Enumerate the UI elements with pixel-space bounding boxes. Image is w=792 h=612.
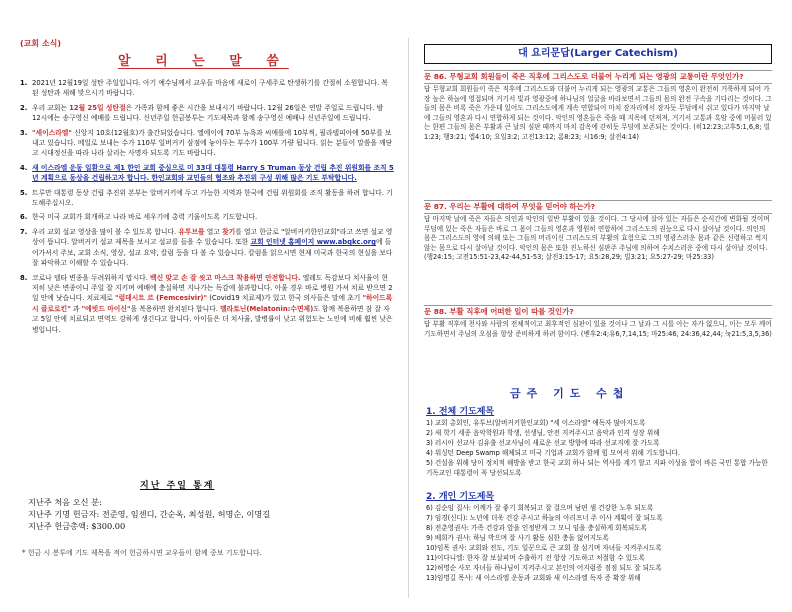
prayer-item: 10)임목 권사: 교회와 전도, 기도 일꾼으로 큰 교회 잘 섬기며 자녀들 지켜주시도록 bbox=[426, 544, 662, 552]
catechism-answer: 답 무형교회 회원들이 죽은 직후에 그리스도와 더불어 누리게 되는 영광의 교통은 그들의 영혼이 완전히 거룩하게 되어 가장 높은 하늘에 영접되며 거기서 빛과 영광중에 하나님의 얼굴을 바라보면서 그들의 몸의 완전 구속을 기다리는 것이다. 그들의 몸은 비록 죽은 가운데 있어도 그리스도에게 계속 연합되어 마치 잠자리에서 잠자듯 무덤에서 쉬고 있다가 마지막 날에 그들의 영혼과 다시 연합하게 되는 것이다. 악인의 영혼들은 죽을 때 지옥에 던져져, 거기서 고통과 흑암 중에 머물러 있는 한편 그들의 몸은 부활과 큰 날의 심판 때까지 마치 감옥에 갇히듯 무덤에 보존되는 것이다. (히12:23;고후5:1,6,8; 빌1:23; 행3:21; 엡4:10; 요일3:2; 고전13:12; 롬8:23; 시16:9; 살전4:14) bbox=[424, 85, 772, 141]
prayer-item: 8) 전춘영권사: 가족 건강과 앞을 인정받게 그 모니 임을 충실하게 회복되도록 bbox=[426, 524, 648, 532]
notice-number: 2. bbox=[20, 103, 28, 112]
notice-number: 5. bbox=[20, 188, 28, 197]
notice-number: 6. bbox=[20, 213, 28, 222]
stats-title: 지난 주일 통계 bbox=[140, 481, 215, 491]
church-news-tag: (교회 소식) bbox=[20, 39, 62, 48]
prayer-item: 6) 김순임 집사: 어깨가 잘 좋기 회복되고 잘 걸으며 남편 샘 건강한 노후 되도록 bbox=[426, 504, 654, 512]
notice-list bbox=[20, 78, 394, 339]
prayer-item: 3) 러시아 선교사 김유출 선교사님이 새로운 선교 방향에 따라 선교지에 잘 가도록 bbox=[426, 439, 660, 447]
notice-text: 에 들어가셔서 주보, 교회 소식, 영상, 설교 요약, 칼럼 등을 다 볼 수 있습니다. 칼럼을 읽으시면 현재 미국과 한국의 현실을 보다 잘 파악하고 이해할 수 있습니다. bbox=[32, 238, 393, 268]
prayer-section-head-personal: 2. 개인 기도제목 bbox=[426, 492, 495, 502]
notice-text: 백신 맞고 손 잘 씻고 마스크 착용하면 안전합니다. bbox=[150, 273, 301, 282]
stats-new-visitors: 지난주 처음 오신 분: bbox=[28, 497, 102, 507]
catechism-item bbox=[424, 200, 772, 263]
catechism-question: 문 88. 부활 직후에 어떠한 일이 따를 것인가? bbox=[424, 305, 772, 319]
notice-number: 8. bbox=[20, 273, 28, 282]
prayer-section-head-all: 1. 전체 기도제목 bbox=[426, 407, 495, 417]
notice-text: 을 복용하면 완치된다 합니다. bbox=[130, 304, 221, 313]
notice-text: 교회 인터넷 홈페이지 www.abqkc.org bbox=[250, 238, 377, 247]
prayer-item: 4) 워싱턴 Deep Swamp 해체되고 미국 기업과 교회가 함께 힘 모여서 위해 기도합니다. bbox=[426, 449, 680, 457]
prayer-list-personal bbox=[426, 503, 772, 583]
catechism-item bbox=[424, 70, 772, 143]
notice-text: 새 이스라엘 운동 일환으로 제1 한인 교회 중심으로 미 33대 대통령 Harry S Truman 동상 건립 추진 위원회를 조직 5년 계획으로 동상을 건립하고자 합니다. 한인교회와 교민들의 협조와 추진위 구성 위해 많은 기도 부탁합니다. bbox=[32, 163, 394, 183]
notice-text: "럼데시트 르 (Femcesivir)" bbox=[115, 294, 208, 303]
notice-number: 7. bbox=[20, 227, 28, 236]
notice-item bbox=[20, 163, 394, 184]
notice-text: (Covid19 치료제)가 있고 한국 의사들은 말에 초기 bbox=[207, 294, 363, 303]
catechism-item bbox=[424, 305, 772, 339]
notice-item bbox=[20, 78, 394, 99]
notice-item bbox=[20, 212, 394, 222]
notice-text: 도 함께 복용하면 잠 잘 자고 5일 안에 치료되고 면역도 강하게 생긴다고 합니다. 아이들은 더 치사율, 발병률이 낮고 위험도는 노인에 비해 훨씬 낮은 병입니다. bbox=[32, 304, 393, 334]
notice-item bbox=[20, 188, 394, 209]
prayer-item: 13)임명길 목사: 새 이스라엘 운동과 교회와 새 이스라엘 독자 증 확장 위해 bbox=[426, 574, 641, 582]
notice-item bbox=[20, 103, 394, 124]
notice-text: 12월 25일 성탄절 bbox=[69, 103, 126, 112]
prayer-item: 7) 임경(신디): 노년에 더욱 건강 주시고 하늘의 아리프너 주 이사 계획이 잘 되도록 bbox=[426, 514, 663, 522]
notice-item bbox=[20, 273, 394, 335]
catechism-title: 대 요리문답(Larger Catechism) bbox=[424, 44, 772, 64]
notice-text: 2021년 12월19일 성탄 주일입니다. 아기 예수님께서 교우들 마음에 새로이 구세주로 탄생하기를 간절히 소원합니다. 복된 성탄과 새해 맞으시기 바랍니다. bbox=[32, 79, 388, 98]
notice-number: 1. bbox=[20, 79, 28, 87]
catechism-question: 문 86. 무형교회 회원들이 죽은 직후에 그리스도로 더불어 누리게 되는 영광의 교통이란 무엇인가? bbox=[424, 70, 772, 84]
notice-number: 4. bbox=[20, 163, 28, 172]
notice-text: "세이스라엘" bbox=[32, 128, 72, 137]
notice-text: 코로나 델타 변종을 두려워하지 맙시다. bbox=[32, 273, 151, 282]
notice-number: 3. bbox=[20, 128, 28, 137]
prayer-item: 5) 건설을 위해 당이 정치적 해방을 받고 한국 교회 하나 되는 역사를 계기 할고 지파 이성을 합이 바른 국민 통합 가능한 기독교인 대통령이 꼭 당선되도록 bbox=[426, 459, 768, 477]
catechism-question: 문 87. 우리는 부활에 대하여 무엇을 믿어야 하는가? bbox=[424, 200, 772, 214]
footnote: * 헌금 시 봉투에 기도 제목을 적어 헌금하시면 교우들이 함께 중보 기도합니다. bbox=[22, 549, 262, 557]
notice-text: 를 열고 한글로 "알버커키한인교회"라고 쓰면 설교 영상이 뜹니다. 알버커키 설교 제목을 보시고 설교를 들을 수 있습니다. 또한 bbox=[32, 227, 393, 247]
stats-total: 지난주 헌금총액: $300.00 bbox=[28, 521, 126, 531]
prayer-item: 12)허명순 사모 자녀들 하나님이 지켜주시고 본인의 어지럼증 점점 되도 잘 되도록 bbox=[426, 564, 662, 572]
notice-text: 열고 bbox=[204, 227, 223, 236]
prayer-item: 11)이다니엘: 한자 잘 보살피며 수출하기 전 항상 기도하고 처절함 수 있도록 bbox=[426, 554, 645, 562]
notice-text: 찾기 bbox=[222, 227, 236, 236]
column-divider bbox=[408, 38, 409, 598]
notice-text: 우리 교회 설교 영상을 많이 볼 수 있도록 합니다. bbox=[32, 227, 179, 236]
prayer-item: 1) 교회 총회인, 유투브(알버커키한인교회) "세 이스라엘" 애독자 많아지도록 bbox=[426, 419, 646, 427]
notice-text: "하이드록시 클로로킨" bbox=[32, 294, 393, 313]
notice-text: 유투브를 bbox=[178, 227, 205, 236]
notice-text: 한국 미국 교회가 회개하고 나라 바로 세우기에 총력 기울이도록 기도합니다. bbox=[32, 213, 258, 222]
prayer-list-all bbox=[426, 418, 772, 478]
stats-block bbox=[28, 496, 270, 532]
prayer-item: 2) 새 학기 세종 음악학원과 학생, 선생님, 안전 지켜주시고 음악과 인격 성장 위해 bbox=[426, 429, 660, 437]
prayer-item: 9) 베희가 권사: 하님 박으며 잘 사기 활동 심한 충돌 없어지도록 bbox=[426, 534, 609, 542]
notice-text: 트루만 대통령 동상 건립 추진위 본부는 알버커키에 두고 가능한 지역과 한국에 건립 위원회를 조직 활동을 하려 합니다. 기도해주십시오. bbox=[32, 188, 393, 208]
notice-item bbox=[20, 128, 394, 159]
notice-text: 과 bbox=[70, 304, 82, 313]
notice-text: "에빗드 마이신" bbox=[81, 304, 131, 313]
notice-text: 멜라토닌(Melatonin:수면제) bbox=[220, 304, 314, 313]
notice-text: 은 가족과 함께 좋은 시간을 보내시기 바랍니다. 12월 26일은 연말 주일로 드립니다. 밤 12시에는 송구영신 예배를 드립니다. 신년주일 헌금봉투는 기도제목과 함께 송구영신 예배나 신년주일에 드립니다. bbox=[32, 103, 384, 123]
notice-title: 알 리 는 말 씀 bbox=[118, 54, 289, 69]
stats-donors: 지난주 기명 헌금자: 전준영, 임센디, 간순옥, 최성원, 허명순, 이명길 bbox=[28, 509, 271, 519]
catechism-answer: 답 부활 직후에 천사와 사람의 전체적이고 최후적인 심판이 있을 것이나 그 날과 그 시를 아는 자가 없으니, 이는 모두 깨어 기도하면서 주님의 오심을 항상 준비하게 하려 함이다. (벧후2:4;유6,7,14,15; 마25:46, 24:36,42,44; 눅21:5,3,5,36) bbox=[424, 320, 772, 338]
prayer-title: 금주 기도 수첩 bbox=[510, 387, 630, 400]
notice-text: 우리 교회는 bbox=[32, 103, 70, 112]
notice-text: 엘레도 독감보다 치사율이 현저히 낮은 변종이니 주일 잘 지키며 예배에 충실하면 지나가는 독감에 불과합니다. 아울 경우 바로 병원 가셔 치료 받으면 2일 안에 낫습니다. 치료제로 bbox=[32, 273, 393, 303]
notice-text: 신앙지 10호(12월호)가 출간되었습니다. 엘에이에 70부 뉴욕과 씨애틀에 10부씩, 필라델피아에 50부를 보내고 있습니다. 메일로 보내는 수가 110부 일버커키 삼점에 놓아두는 부수가 100부 가량 됩니다. 읽는 분들이 말씀을 깨닫고 시대정신을 따라 나라 살리는 사명자 되도록 기도 바랍니다. bbox=[32, 128, 393, 158]
catechism-answer: 답 마지막 날에 죽은 자들은 의인과 악인의 일반 부활이 있을 것이다. 그 당시에 살아 있는 자들은 순식간에 변화될 것이며 무덤에 있는 죽은 자들은 바로 그 몸이 그들의 영혼과 영원히 연합하여 그리스도의 권능으로 다시 살아날 것이다. 의인의 몸은 그리스도의 영에 의해 또는 그들의 머리이신 그리스도의 부활의 효험으로 그의 영광스러운 몸과 같은 신령하고 썩지 않는 몸으로 다시 살아날 것이다. 악인의 몸은 또한 진노하신 심판주 주님에 의하여 수치스러운 중에 다시 살아날 것이다. (행24:15; 고전15:51-23,42-44,51-53; 살전3:15-17; 요5:28,29; 빌3:21; 요5:27-29; 마25:33) bbox=[424, 215, 770, 262]
notice-item bbox=[20, 227, 394, 269]
